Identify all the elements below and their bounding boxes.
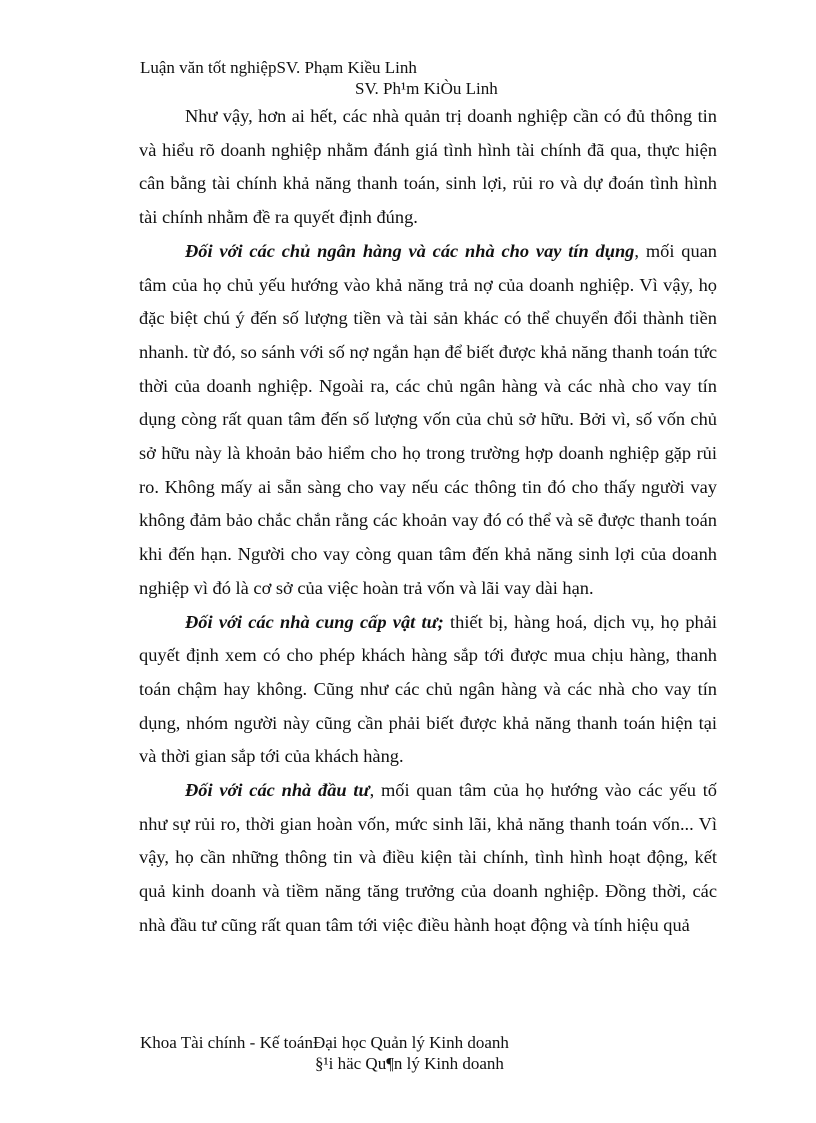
paragraph-lenders (139, 235, 717, 606)
paragraph-lead: Đối với các nhà cung cấp vật tư; (185, 611, 444, 632)
page-header-primary: Luận văn tốt nghiệpSV. Phạm Kiều Linh (140, 58, 417, 77)
paragraph-text: , mối quan tâm của họ chủ yếu hướng vào khả năng trả nợ của doanh nghiệp. Vì vậy, họ đặc biệt chú ý đến số lượng tiền và tài sản khác có thể chuyển đổi thành tiền nhanh. từ đó, so sánh với số nợ ngắn hạn để biết được khả năng thanh toán tức thời của doanh nghiệp. Ngoài ra, các chủ ngân hàng và các nhà cho vay tín dụng còng rất quan tâm đến số lượng vốn của chủ sở hữu. Bởi vì, số vốn chủ sở hữu này là khoản bảo hiểm cho họ trong trường hợp doanh nghiệp gặp rủi ro. Không mấy ai sẵn sàng cho vay nếu các thông tin đó cho thấy người vay không đảm bảo chắc chắn rằng các khoản vay đó có thể và sẽ được thanh toán khi đến hạn. Người cho vay còng quan tâm đến khả năng sinh lợi của doanh nghiệp vì đó là cơ sở của việc hoàn trả vốn và lãi vay dài hạn. (139, 240, 717, 598)
paragraph-lead: Đối với các chủ ngân hàng và các nhà cho vay tín dụng (185, 240, 635, 261)
page-footer-secondary: §¹i häc Qu¶n lý Kinh doanh (315, 1054, 504, 1073)
paragraph-lead: Đối với các nhà đầu tư (185, 780, 370, 801)
paragraph-text: thiết bị, hàng hoá, dịch vụ, họ phải quyết định xem có cho phép khách hàng sắp tới được mua chịu hàng, thanh toán chậm hay không. Cũng như các chủ ngân hàng và các nhà cho vay tín dụng, nhóm người này cũng cần phải biết được khả năng thanh toán hiện tại và thời gian sắp tới của khách hàng. (139, 611, 717, 767)
paragraph-intro (139, 100, 717, 235)
paragraph-suppliers (139, 606, 717, 775)
paragraph-investors (139, 774, 717, 943)
page-header-secondary: SV. Ph¹m KiÒu Linh (355, 79, 498, 98)
paragraph-text: , mối quan tâm của họ hướng vào các yếu tố như sự rủi ro, thời gian hoàn vốn, mức sinh lãi, khả năng thanh toán vốn... Vì vậy, họ cần những thông tin và điều kiện tài chính, tình hình hoạt động, kết quả kinh doanh và tiềm năng tăng trưởng của doanh nghiệp. Đồng thời, các nhà đầu tư cũng rất quan tâm tới việc điều hành hoạt động và tính hiệu quả (139, 780, 717, 935)
page-footer-primary: Khoa Tài chính - Kế toánĐại học Quản lý Kinh doanh (140, 1033, 509, 1052)
document-body (139, 100, 717, 943)
paragraph-text: Như vậy, hơn ai hết, các nhà quản trị doanh nghiệp cần có đủ thông tin và hiểu rõ doanh nghiệp nhằm đánh giá tình hình tài chính đã qua, thực hiện cân bằng tài chính khả năng thanh toán, sinh lợi, rủi ro và dự đoán tình hình tài chính nhằm đề ra quyết định đúng. (139, 106, 717, 228)
